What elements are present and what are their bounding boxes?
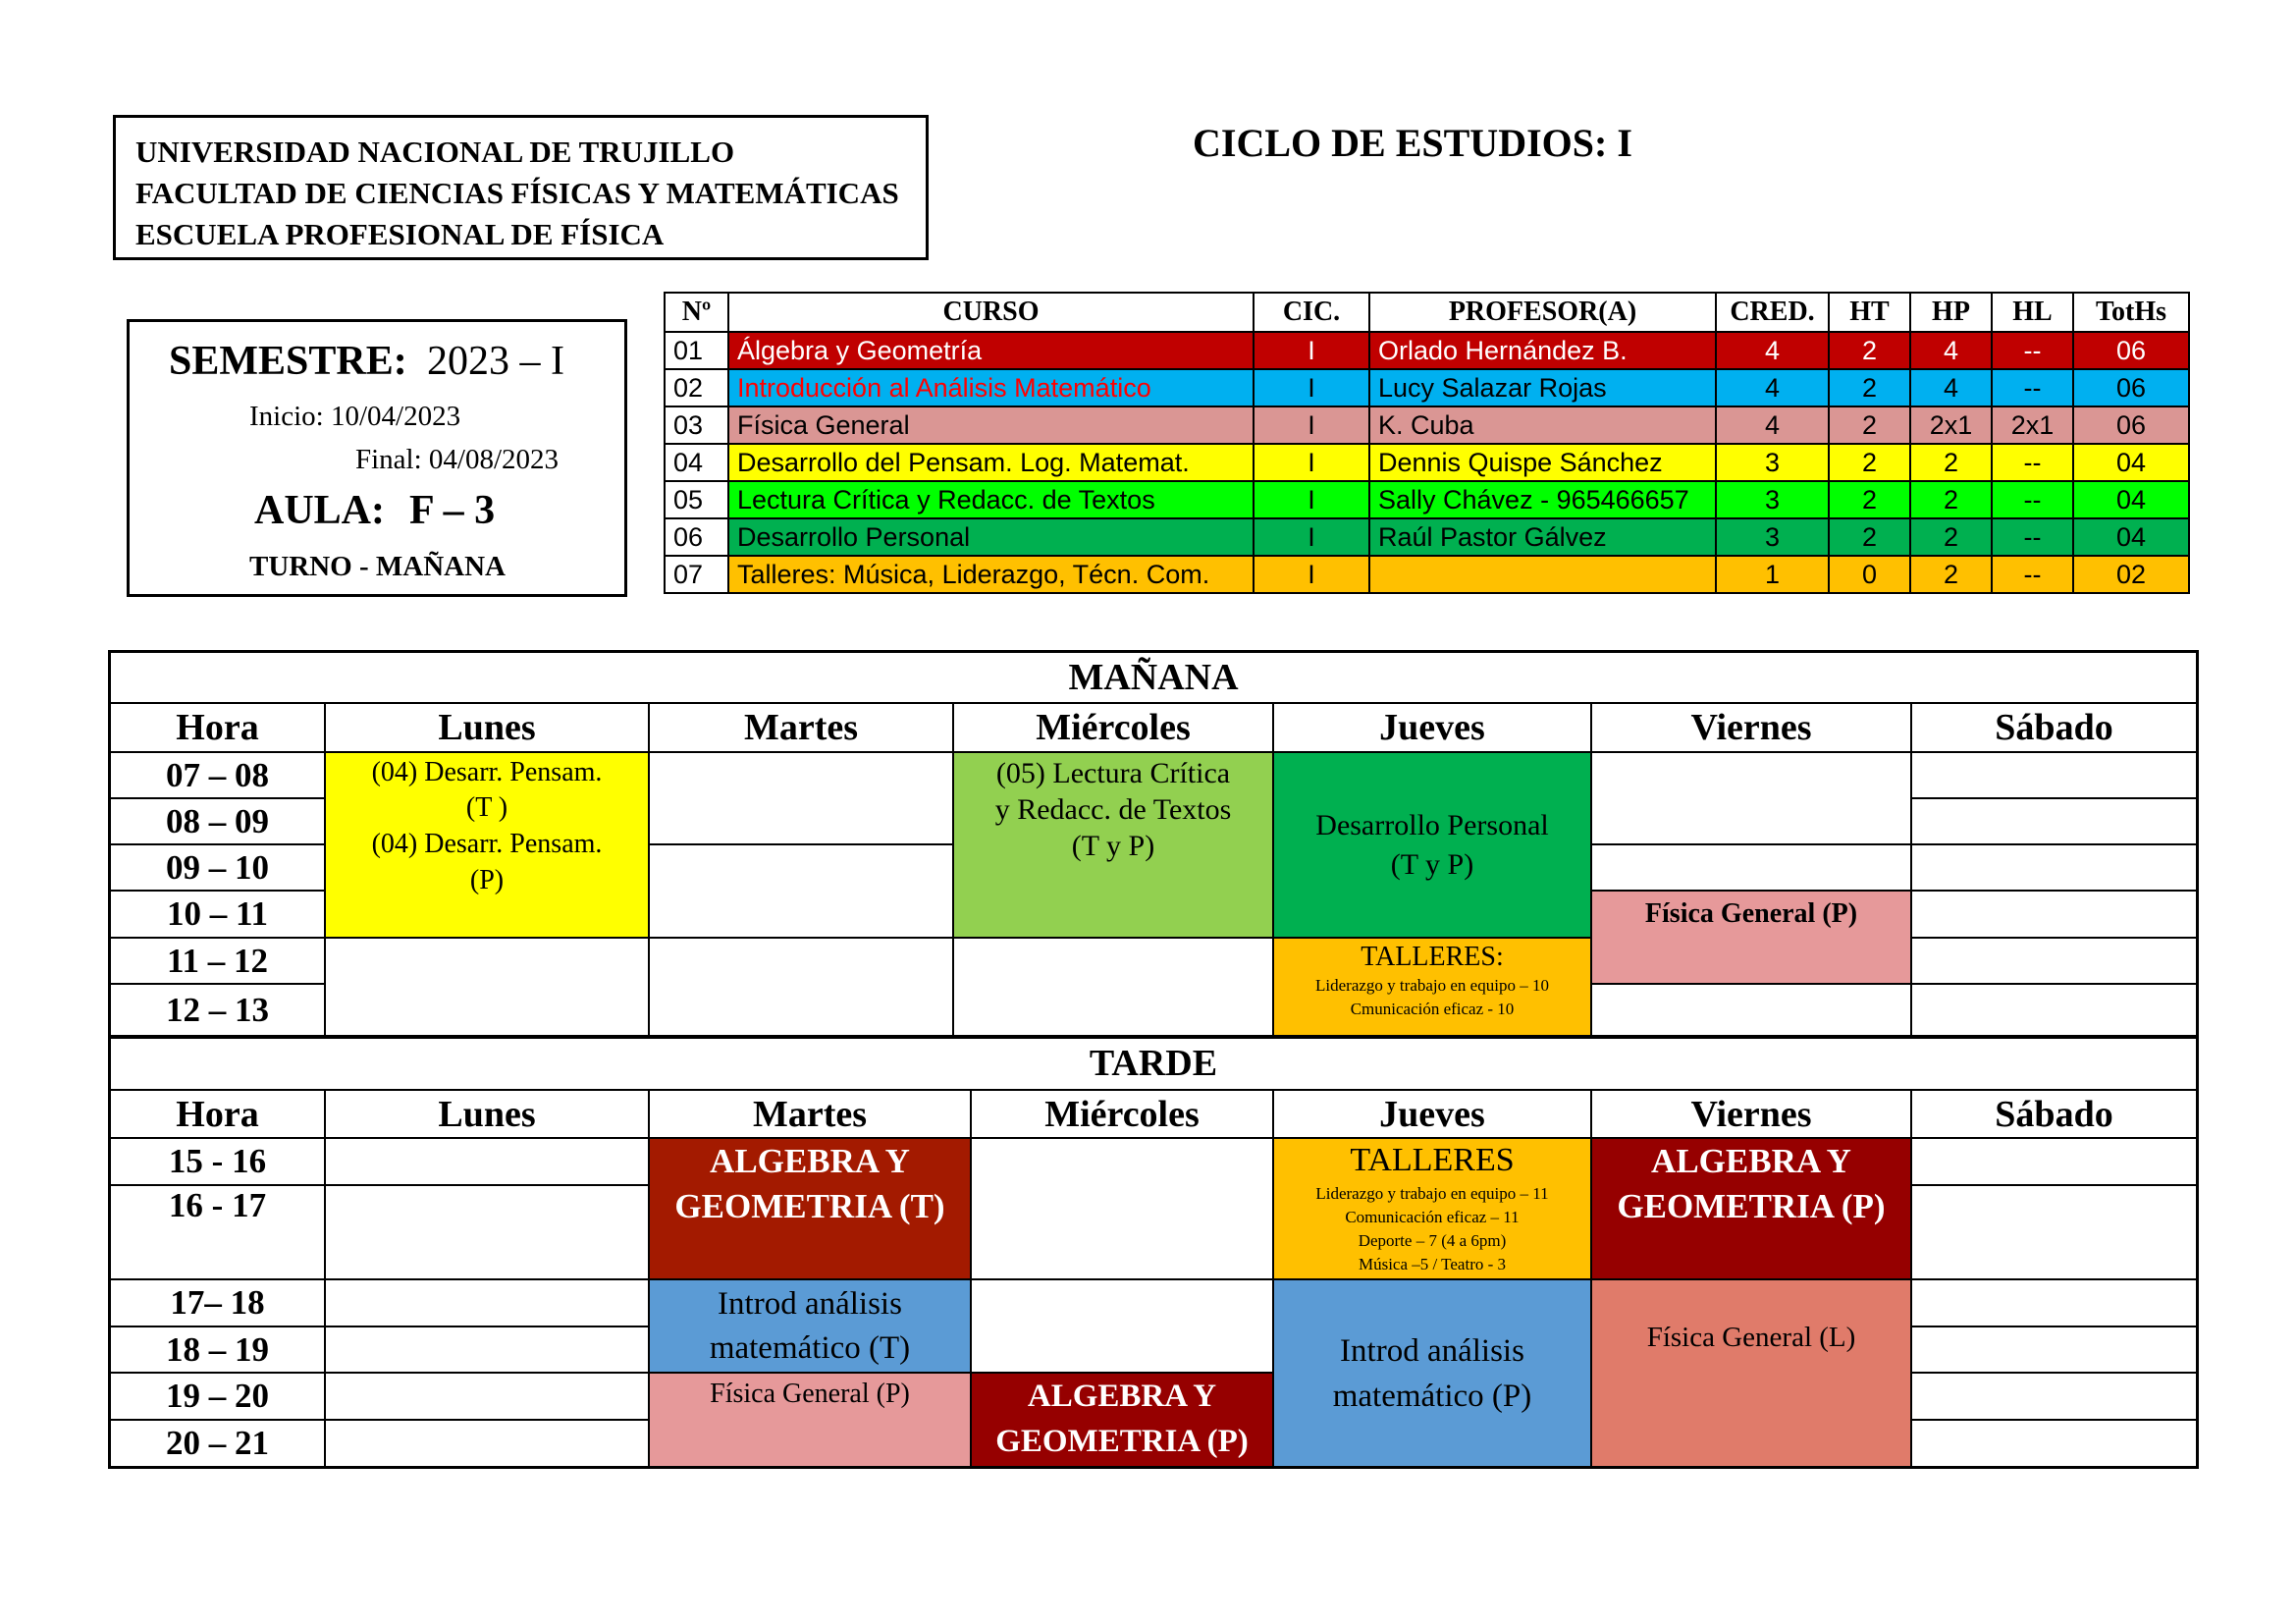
schedule-block-desarrollo-personal: [1273, 752, 1591, 938]
course-cell-cred: 3: [1716, 518, 1829, 556]
room-value: F – 3: [409, 488, 496, 533]
semester-label: SEMESTRE:: [169, 339, 407, 384]
course-cell-cic: I: [1254, 332, 1369, 369]
course-cell-hl: --: [1992, 444, 2073, 481]
hour-cell: 09 – 10: [110, 844, 325, 891]
block-text: Liderazgo y trabajo en equipo – 10: [1315, 976, 1549, 995]
empty-cell: [325, 1138, 649, 1185]
block-text: Introd análisis: [1340, 1332, 1524, 1369]
empty-cell: [1911, 891, 2197, 938]
course-cell-course: Introducción al Análisis Matemático: [728, 369, 1254, 406]
course-cell-cic: I: [1254, 518, 1369, 556]
hour-cell: 07 – 08: [110, 752, 325, 798]
day-header: Lunes: [325, 703, 649, 752]
course-row: [665, 481, 2189, 518]
course-row: [665, 444, 2189, 481]
course-cell-hp: 4: [1910, 332, 1992, 369]
hour-cell: 12 – 13: [110, 984, 325, 1037]
schedule-block-algebra-practica: [1591, 1138, 1911, 1279]
empty-cell: [1911, 1373, 2197, 1420]
course-cell-hl: --: [1992, 369, 2073, 406]
hour-label: 16 - 17: [168, 1186, 267, 1224]
room-label: AULA:: [254, 488, 385, 533]
course-row: [665, 518, 2189, 556]
hour-cell: 18 – 19: [110, 1326, 325, 1373]
hour-cell: 15 - 16: [110, 1138, 325, 1185]
block-text: Desarrollo Personal: [1315, 808, 1549, 841]
institution-box: [113, 115, 929, 260]
day-header: Martes: [649, 1090, 971, 1138]
course-cell-cred: 3: [1716, 444, 1829, 481]
block-text: matemático (P): [1332, 1378, 1532, 1414]
course-cell-cic: I: [1254, 556, 1369, 593]
block-text: matemático (T): [709, 1330, 911, 1366]
shift-label: TURNO - MAÑANA: [249, 551, 506, 582]
col-header: Nº: [665, 293, 728, 332]
day-header: Miércoles: [953, 703, 1273, 752]
course-cell-cic: I: [1254, 406, 1369, 444]
course-cell-ht: 2: [1829, 518, 1910, 556]
block-text: GEOMETRIA (P): [995, 1424, 1249, 1459]
course-cell-cred: 3: [1716, 481, 1829, 518]
empty-cell: [325, 1373, 649, 1420]
university-name: UNIVERSIDAD NACIONAL DE TRUJILLO: [135, 135, 735, 169]
col-header: CIC.: [1254, 293, 1369, 332]
course-cell-prof: K. Cuba: [1369, 406, 1716, 444]
course-cell-cic: I: [1254, 369, 1369, 406]
empty-cell: [1911, 1185, 2197, 1279]
course-cell-ht: 2: [1829, 332, 1910, 369]
schedule-block-desarr-pensam: [325, 752, 649, 938]
course-row: [665, 332, 2189, 369]
course-cell-prof: Dennis Quispe Sánchez: [1369, 444, 1716, 481]
course-row: [665, 369, 2189, 406]
semester-value: 2023 – I: [427, 339, 564, 384]
day-header: Martes: [649, 703, 953, 752]
block-text: GEOMETRIA (T): [674, 1187, 945, 1225]
course-cell-hp: 2: [1910, 444, 1992, 481]
hour-cell: 17– 18: [110, 1279, 325, 1326]
day-header: Miércoles: [971, 1090, 1273, 1138]
course-cell-prof: Lucy Salazar Rojas: [1369, 369, 1716, 406]
course-cell-hl: --: [1992, 481, 2073, 518]
course-cell-course: Lectura Crítica y Redacc. de Textos: [728, 481, 1254, 518]
day-header: Hora: [110, 703, 325, 752]
col-header: HL: [1992, 293, 2073, 332]
hour-cell: 10 – 11: [110, 891, 325, 938]
course-cell-no: 04: [665, 444, 728, 481]
col-header: HP: [1910, 293, 1992, 332]
course-cell-hp: 4: [1910, 369, 1992, 406]
day-header: Viernes: [1591, 703, 1911, 752]
course-cell-cic: I: [1254, 444, 1369, 481]
empty-cell: [325, 1326, 649, 1373]
day-header: Viernes: [1591, 1090, 1911, 1138]
course-cell-prof: [1369, 556, 1716, 593]
col-header: TotHs: [2073, 293, 2189, 332]
course-cell-cred: 1: [1716, 556, 1829, 593]
empty-cell: [1591, 844, 1911, 891]
course-cell-course: Desarrollo del Pensam. Log. Matemat.: [728, 444, 1254, 481]
course-row: [665, 406, 2189, 444]
course-cell-hl: 2x1: [1992, 406, 2073, 444]
faculty-name: FACULTAD DE CIENCIAS FÍSICAS Y MATEMÁTICAS: [135, 176, 899, 210]
empty-cell: [1911, 938, 2197, 984]
course-cell-tot: 06: [2073, 369, 2189, 406]
empty-cell: [325, 1279, 649, 1326]
day-header: Hora: [110, 1090, 325, 1138]
hour-cell: 11 – 12: [110, 938, 325, 984]
schedule-block-algebra-practica: [971, 1373, 1273, 1467]
empty-cell: [1911, 1326, 2197, 1373]
empty-cell: [1911, 1420, 2197, 1467]
course-cell-prof: Raúl Pastor Gálvez: [1369, 518, 1716, 556]
schedule-block-introd-analisis-teoria: [649, 1279, 971, 1373]
block-text: ALGEBRA Y: [1027, 1379, 1217, 1414]
course-cell-hp: 2: [1910, 518, 1992, 556]
course-cell-ht: 0: [1829, 556, 1910, 593]
block-text: (04) Desarr. Pensam.: [371, 829, 603, 859]
block-text: GEOMETRIA (P): [1617, 1187, 1886, 1225]
course-cell-tot: 04: [2073, 481, 2189, 518]
empty-cell: [649, 844, 953, 938]
course-cell-no: 01: [665, 332, 728, 369]
end-date: Final: 04/08/2023: [355, 444, 560, 475]
start-date: Inicio: 10/04/2023: [249, 401, 461, 432]
block-text: Física General (P): [1644, 898, 1858, 929]
block-text: (P): [469, 865, 505, 895]
course-cell-ht: 2: [1829, 444, 1910, 481]
day-header: Jueves: [1273, 703, 1591, 752]
empty-cell: [325, 938, 649, 1037]
col-header: PROFESOR(A): [1369, 293, 1716, 332]
block-text: y Redacc. de Textos: [994, 793, 1232, 826]
schedule-block-fisica-general-laboratorio: [1591, 1279, 1911, 1467]
semester-box: [127, 319, 627, 597]
course-cell-no: 05: [665, 481, 728, 518]
course-cell-course: Desarrollo Personal: [728, 518, 1254, 556]
course-cell-tot: 06: [2073, 406, 2189, 444]
empty-cell: [649, 938, 953, 1037]
course-cell-hp: 2x1: [1910, 406, 1992, 444]
block-text: Deporte – 7 (4 a 6pm): [1358, 1231, 1507, 1250]
block-text: Física General (L): [1646, 1322, 1856, 1353]
empty-cell: [1911, 1138, 2197, 1185]
course-cell-no: 07: [665, 556, 728, 593]
day-header: Sábado: [1911, 703, 2197, 752]
course-cell-hp: 2: [1910, 556, 1992, 593]
schedule-block-fisica-general: [1591, 891, 1911, 984]
block-text: ALGEBRA Y: [1651, 1142, 1851, 1180]
block-text: (T y P): [1071, 830, 1155, 862]
block-text: ALGEBRA Y: [710, 1142, 910, 1180]
hour-cell: [110, 1185, 325, 1279]
empty-cell: [1591, 752, 1911, 844]
course-cell-cred: 4: [1716, 406, 1829, 444]
morning-schedule: [108, 650, 2199, 1039]
course-cell-no: 06: [665, 518, 728, 556]
empty-cell: [971, 1279, 1273, 1373]
course-cell-hl: --: [1992, 332, 2073, 369]
course-cell-no: 02: [665, 369, 728, 406]
morning-title: MAÑANA: [110, 652, 2197, 703]
course-cell-hl: --: [1992, 518, 2073, 556]
block-text: Comunicación eficaz – 11: [1345, 1208, 1520, 1226]
empty-cell: [325, 1420, 649, 1467]
block-text: TALLERES:: [1361, 942, 1504, 972]
course-cell-cred: 4: [1716, 332, 1829, 369]
day-header: Sábado: [1911, 1090, 2197, 1138]
hour-cell: 20 – 21: [110, 1420, 325, 1467]
course-cell-prof: Sally Chávez - 965466657: [1369, 481, 1716, 518]
afternoon-title: TARDE: [110, 1037, 2197, 1090]
course-cell-tot: 02: [2073, 556, 2189, 593]
block-text: (T ): [465, 792, 508, 823]
col-header: HT: [1829, 293, 1910, 332]
col-header: CRED.: [1716, 293, 1829, 332]
schedule-block-algebra-teoria: [649, 1138, 971, 1279]
empty-cell: [1591, 984, 1911, 1037]
empty-cell: [1911, 844, 2197, 891]
schedule-block-introd-analisis-practica: [1273, 1279, 1591, 1467]
block-text: TALLERES: [1350, 1142, 1515, 1178]
hour-cell: 19 – 20: [110, 1373, 325, 1420]
day-header: Jueves: [1273, 1090, 1591, 1138]
empty-cell: [971, 1138, 1273, 1279]
course-cell-cic: I: [1254, 481, 1369, 518]
course-cell-ht: 2: [1829, 481, 1910, 518]
empty-cell: [1911, 752, 2197, 798]
block-text: Física General (P): [710, 1379, 910, 1409]
course-cell-prof: Orlado Hernández B.: [1369, 332, 1716, 369]
col-header: CURSO: [728, 293, 1254, 332]
block-text: Liderazgo y trabajo en equipo – 11: [1315, 1184, 1549, 1203]
empty-cell: [1911, 1279, 2197, 1326]
course-cell-hl: --: [1992, 556, 2073, 593]
afternoon-schedule: [108, 1035, 2199, 1469]
course-table-header: [665, 293, 2189, 332]
schedule-block-talleres: [1273, 1138, 1591, 1279]
empty-cell: [953, 938, 1273, 1037]
course-cell-ht: 2: [1829, 406, 1910, 444]
course-cell-hp: 2: [1910, 481, 1992, 518]
course-table: [664, 292, 2190, 594]
empty-cell: [325, 1185, 649, 1279]
cycle-title: CICLO DE ESTUDIOS: I: [1193, 121, 1632, 165]
course-cell-course: Física General: [728, 406, 1254, 444]
block-text: (05) Lectura Crítica: [995, 757, 1231, 789]
schedule-block-fisica-general-practica: [649, 1373, 971, 1467]
course-cell-ht: 2: [1829, 369, 1910, 406]
block-text: (T y P): [1390, 847, 1474, 881]
block-text: Introd análisis: [718, 1286, 902, 1322]
course-cell-cred: 4: [1716, 369, 1829, 406]
empty-cell: [1911, 798, 2197, 844]
course-cell-course: Álgebra y Geometría: [728, 332, 1254, 369]
hour-cell: 08 – 09: [110, 798, 325, 844]
course-cell-tot: 04: [2073, 444, 2189, 481]
block-text: Cmunicación eficaz - 10: [1350, 1000, 1515, 1018]
empty-cell: [1911, 984, 2197, 1037]
course-row: [665, 556, 2189, 593]
schedule-block-talleres: [1273, 938, 1591, 1037]
empty-cell: [649, 752, 953, 844]
course-cell-no: 03: [665, 406, 728, 444]
day-header: Lunes: [325, 1090, 649, 1138]
block-text: (04) Desarr. Pensam.: [371, 757, 603, 787]
course-cell-tot: 04: [2073, 518, 2189, 556]
block-text: Música –5 / Teatro - 3: [1358, 1255, 1507, 1273]
course-cell-course: Talleres: Música, Liderazgo, Técn. Com.: [728, 556, 1254, 593]
schedule-block-lectura-critica: [953, 752, 1273, 938]
course-cell-tot: 06: [2073, 332, 2189, 369]
school-name: ESCUELA PROFESIONAL DE FÍSICA: [135, 217, 665, 251]
